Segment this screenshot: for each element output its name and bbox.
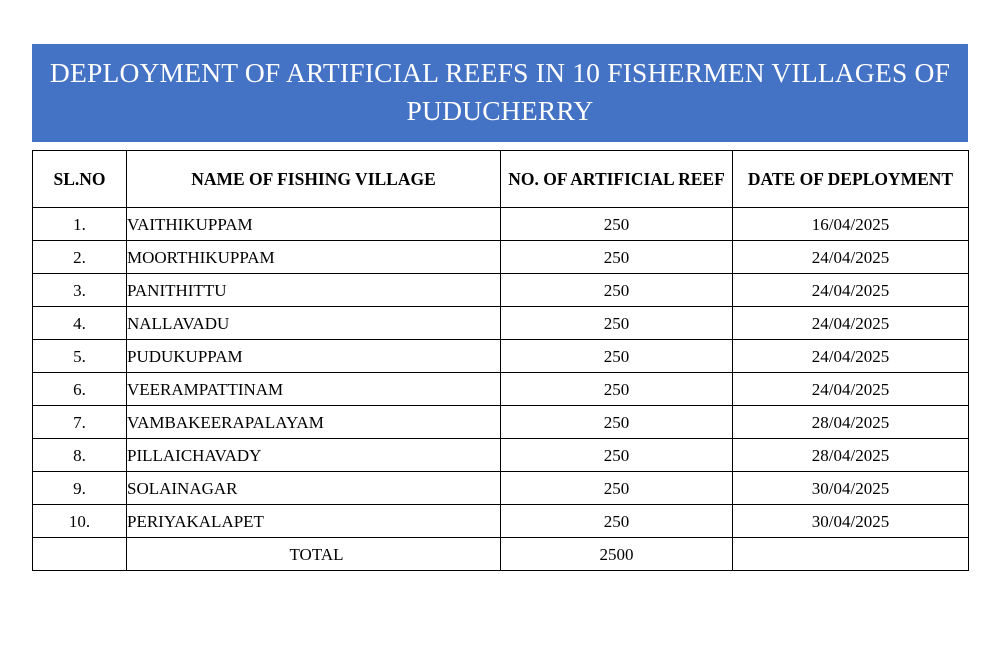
cell-sl-no: 3. xyxy=(33,274,127,307)
cell-reefs: 250 xyxy=(501,439,733,472)
table-row xyxy=(33,406,969,439)
cell-reefs: 250 xyxy=(501,472,733,505)
cell-total-blank xyxy=(33,538,127,571)
cell-reefs: 250 xyxy=(501,406,733,439)
cell-sl-no: 10. xyxy=(33,505,127,538)
table-total-row xyxy=(33,538,969,571)
table-row xyxy=(33,472,969,505)
table-row xyxy=(33,241,969,274)
cell-village: VAMBAKEERAPALAYAM xyxy=(127,406,501,439)
cell-village: VEERAMPATTINAM xyxy=(127,373,501,406)
table-row xyxy=(33,340,969,373)
cell-date: 16/04/2025 xyxy=(733,208,969,241)
cell-sl-no: 1. xyxy=(33,208,127,241)
table-header-row xyxy=(33,151,969,208)
cell-total-reefs: 2500 xyxy=(501,538,733,571)
cell-reefs: 250 xyxy=(501,208,733,241)
column-header-sl-no: SL.NO xyxy=(33,151,127,208)
cell-reefs: 250 xyxy=(501,307,733,340)
cell-reefs: 250 xyxy=(501,373,733,406)
table-row xyxy=(33,373,969,406)
cell-village: PERIYAKALAPET xyxy=(127,505,501,538)
cell-date: 24/04/2025 xyxy=(733,340,969,373)
cell-reefs: 250 xyxy=(501,241,733,274)
cell-village: SOLAINAGAR xyxy=(127,472,501,505)
cell-village: PANITHITTU xyxy=(127,274,501,307)
cell-date: 24/04/2025 xyxy=(733,274,969,307)
cell-date: 24/04/2025 xyxy=(733,241,969,274)
table-row xyxy=(33,208,969,241)
cell-date: 24/04/2025 xyxy=(733,307,969,340)
cell-date: 30/04/2025 xyxy=(733,505,969,538)
table-header xyxy=(33,151,969,208)
cell-total-date-blank xyxy=(733,538,969,571)
cell-date: 24/04/2025 xyxy=(733,373,969,406)
cell-date: 28/04/2025 xyxy=(733,439,969,472)
cell-village: MOORTHIKUPPAM xyxy=(127,241,501,274)
table-row xyxy=(33,439,969,472)
cell-village: PILLAICHAVADY xyxy=(127,439,501,472)
cell-sl-no: 6. xyxy=(33,373,127,406)
table-row xyxy=(33,505,969,538)
reef-deployment-table xyxy=(32,150,968,571)
table-row xyxy=(33,307,969,340)
column-header-village: NAME OF FISHING VILLAGE xyxy=(127,151,501,208)
cell-village: PUDUKUPPAM xyxy=(127,340,501,373)
cell-date: 30/04/2025 xyxy=(733,472,969,505)
cell-reefs: 250 xyxy=(501,505,733,538)
cell-village: VAITHIKUPPAM xyxy=(127,208,501,241)
cell-village: NALLAVADU xyxy=(127,307,501,340)
cell-sl-no: 8. xyxy=(33,439,127,472)
cell-reefs: 250 xyxy=(501,274,733,307)
cell-reefs: 250 xyxy=(501,340,733,373)
cell-sl-no: 5. xyxy=(33,340,127,373)
column-header-date: DATE OF DEPLOYMENT xyxy=(733,151,969,208)
cell-total-label: TOTAL xyxy=(127,538,501,571)
cell-sl-no: 4. xyxy=(33,307,127,340)
table-row xyxy=(33,274,969,307)
table-body xyxy=(33,208,969,571)
cell-sl-no: 9. xyxy=(33,472,127,505)
cell-date: 28/04/2025 xyxy=(733,406,969,439)
column-header-reefs: NO. OF ARTIFICIAL REEF xyxy=(501,151,733,208)
cell-sl-no: 2. xyxy=(33,241,127,274)
cell-sl-no: 7. xyxy=(33,406,127,439)
page-title: DEPLOYMENT OF ARTIFICIAL REEFS IN 10 FISHERMEN VILLAGES OF PUDUCHERRY xyxy=(32,44,968,142)
